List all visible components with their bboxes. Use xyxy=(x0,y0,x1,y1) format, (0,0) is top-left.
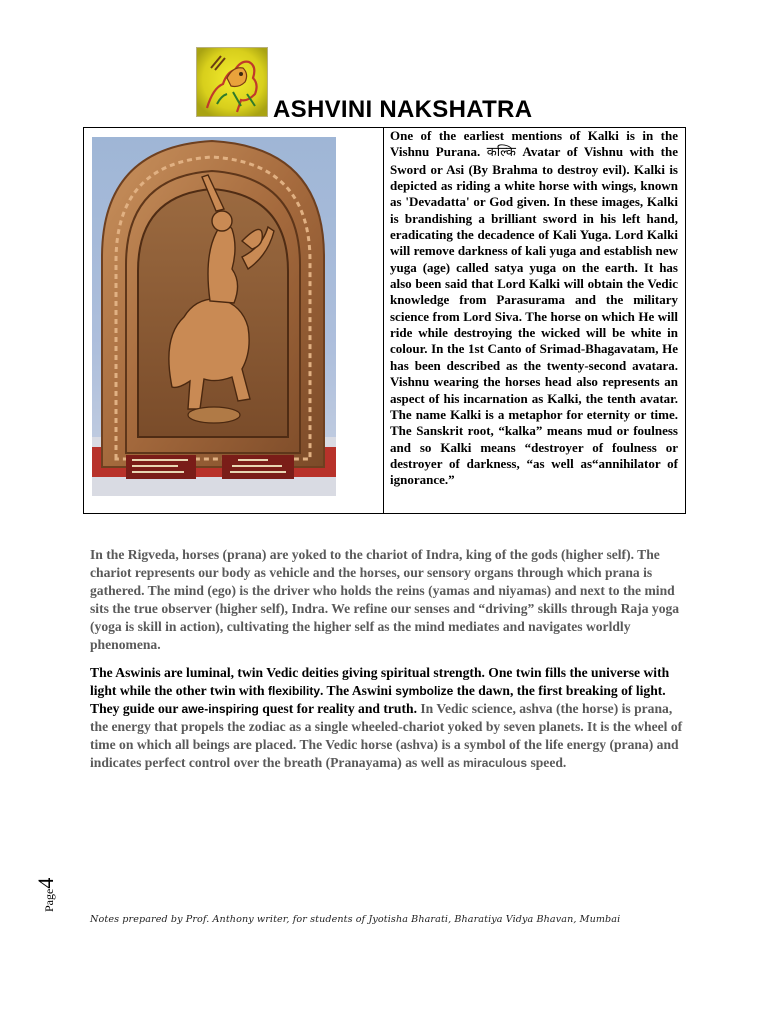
footer-note: Notes prepared by Prof. Anthony writer, for students of Jyotisha Bharati, Bharatiya Vidya Bhavan, Mumbai xyxy=(90,914,621,925)
kalki-description-part1: One of the earliest mentions of Kalki is in the Vishnu Purana. xyxy=(390,128,678,160)
aswinis-text-1: The Aswinis are luminal, twin Vedic deities giving spiritual strength. One twin fills the universe with light while the other twin with xyxy=(90,665,670,698)
aswinis-text-5: the dawn, the first breaking of light. They guide our xyxy=(90,683,666,716)
aswinis-text-3: . The Aswini xyxy=(320,683,396,698)
kalki-relief-photo xyxy=(92,137,336,496)
aswinis-text-6: awe-inspiring xyxy=(181,702,259,716)
column-divider xyxy=(383,127,384,514)
aswinis-text-2: flexibility xyxy=(267,684,320,698)
page-number-value: 4 xyxy=(33,877,58,889)
aswinis-paragraph xyxy=(90,664,686,772)
kalki-devanagari: कल्कि xyxy=(486,145,516,161)
kalki-on-horse-icon xyxy=(196,47,268,117)
aswinis-text-7: quest for reality and truth. xyxy=(258,701,417,716)
aswinis-text-4: symbolize xyxy=(395,684,454,698)
aswinis-text-9: miraculous xyxy=(463,756,528,770)
aswinis-text-10: speed. xyxy=(527,755,567,770)
page-word: Page xyxy=(42,888,56,912)
kalki-description-part2: Avatar of Vishnu with the Sword or Asi (By Brahma to destroy evil). Kalki is depicted as riding a white horse with wings, known as 'Devadatta' or God given. In these images, Kalki is brandishing a brilliant sword in his left hand, eradicating the decadence of Kali Yuga. Lord Kalki will remove darkness of kali yuga and establish new yuga (age) called satya yuga on the earth. It has also been said that Lord Kalki will obtain the Vedic knowledge from Parasurama and the military science from Lord Siva. The horse on which He will ride while destroying the wicked will be white in colour. In the 1st Canto of Srimad-Bhagavatam, He has been described as the twenty-second avatara. Vishnu wearing the horses head also represents an aspect of his incarnation as Kalki, the tenth avatar. The name Kalki is a metaphor for eternity or time. The Sanskrit root, “kalka” means mud or foulness and so Kalki means “destroyer of foulness or destroyer of darkness, “as well as“annihilator of ignorance.” xyxy=(390,144,679,488)
rigveda-paragraph: In the Rigveda, horses (prana) are yoked to the chariot of Indra, king of the gods (higher self). The chariot represents our body as vehicle and the horses, our sensory organs through which prana is gathered. The mind (ego) is the driver who holds the reins (yamas and niyamas) and next to the mind sits the true observer (higher self), Indra. We refine our senses and “driving” skills through Raja yoga (yoga is skill in action), cultivating the higher self as the mind mediates and navigates worldly phenomena. xyxy=(90,547,680,652)
page-title: ASHVINI NAKSHATRA xyxy=(273,96,533,123)
logo-artwork xyxy=(197,48,268,117)
page-number xyxy=(33,878,59,912)
kalki-relief-image xyxy=(92,137,336,496)
kalki-description xyxy=(390,128,678,489)
aswinis-text-8: In Vedic science, ashva (the horse) is prana, the energy that propels the zodiac as a single wheeled-chariot yoked by seven planets. It is the wheel of time on which all beings are placed. The Vedic horse (ashva) is a symbol of the life energy (prana) and indicates perfect control over the breath (Pranayama) as well as xyxy=(90,701,683,770)
